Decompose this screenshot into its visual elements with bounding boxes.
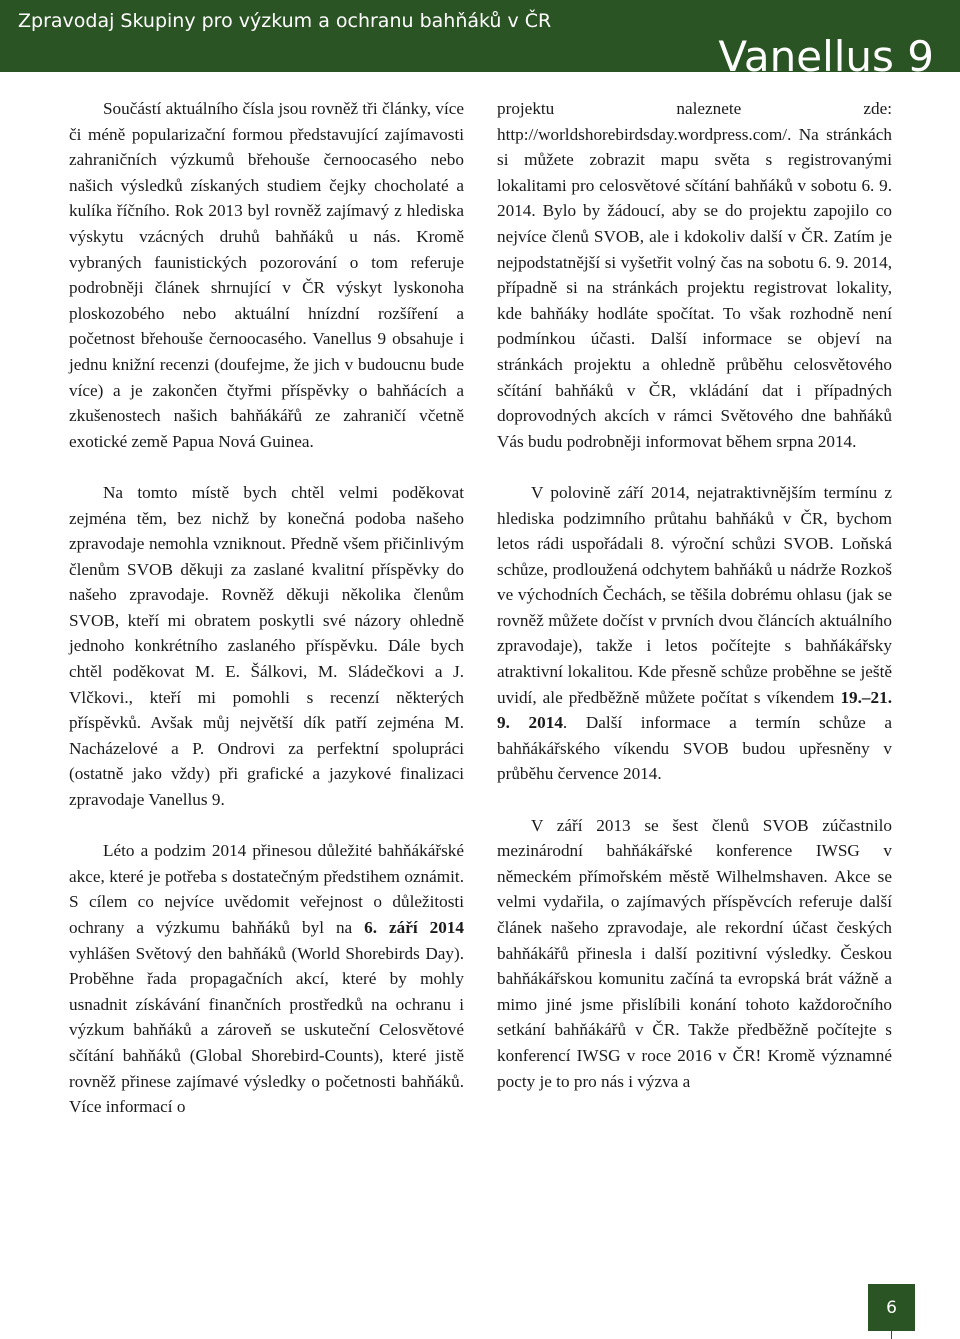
left-column xyxy=(69,96,464,1145)
page-number-badge xyxy=(868,1284,915,1331)
right-column xyxy=(497,96,892,1120)
paragraph-summer-events xyxy=(69,838,464,1120)
project-link[interactable]: http://worldshorebirdsday.wordpress.com/ xyxy=(497,124,788,144)
meeting-date-bold: 19.–21. 9. 2014 xyxy=(497,687,892,733)
page-number: 6 xyxy=(886,1297,897,1318)
paragraph-project-info xyxy=(497,96,892,454)
text-span: . Na stránkách si můžete zobrazit mapu světa s registrovanými lokalitami pro celosvětové sčítání bahňáků v sobotu 6. 9. 2014. Bylo by žádoucí, aby se do projektu zapojilo co nejvíce členů SVOB, ale i kdokoliv další v ČR. Zatím je nejpodstatnější si vyšetřit volný čas na sobotu 6. 9. 2014, případně si na stránkách projektu registrovat lokality, kde bahňáky hodláte spočítat. To však rozhodně není podmínkou účasti. Další informace se objeví na stránkách projektu a ohledně průběhu celosvětového sčítání bahňáků v ČR, vkládání dat i případných doprovodných akcích v rámci Světového dne bahňáků Vás budu podrobněji informovat během srpna 2014. xyxy=(497,124,892,451)
newsletter-title: Zpravodaj Skupiny pro výzkum a ochranu bahňáků v ČR xyxy=(18,10,552,32)
paragraph-annual-meeting xyxy=(497,480,892,787)
page-number-tick xyxy=(891,1331,892,1339)
text-span: . Další informace a termín schůze a bahňákářského víkendu SVOB budou upřesněny v průběhu července 2014. xyxy=(497,713,892,784)
text-span: projektu naleznete zde: xyxy=(497,99,892,118)
paragraph-issue-contents: Součástí aktuálního čísla jsou rovněž tři články, více či méně popularizační formou představující zajímavosti zahraničních výzkumů břehouše černoocasého nebo našich výsledků získaných studiem čejky chocholaté a kulíka říčního. Rok 2013 byl rovněž zajímavý z hlediska výskytu vzácných druhů bahňáků u nás. Kromě vybraných faunistických pozorování o tom referuje podrobněji článek shrnující v ČR výskyt lyskonoha ploskozobého nebo aktuální hnízdní rozšíření a početnost břehouše černoocasého. Vanellus 9 obsahuje i jednu knižní recenzi (doufejme, že jich v budoucnu bude více) a je zakončen čtyřmi příspěvky o bahňácích a zkušenostech našich bahňákářů ze zahraničí včetně exotické země Papua Nová Guinea. xyxy=(69,99,464,451)
paragraph-acknowledgements: Na tomto místě bych chtěl velmi poděkovat zejména těm, bez nichž by konečná podoba našeho zpravodaje nemohla vzniknout. Předně všem přičinlivým členům SVOB děkuji za zaslané kvalitní příspěvky do našeho zpravodaje. Rovněž děkuji několika členům SVOB, kteří mi obratem poskytli své názory ohledně jednoho konkrétního zaslaného příspěvku. Dále bych chtěl poděkovat M. E. Šálkovi, M. Sládečkovi a J. Vlčkovi., kteří mi pomohli s recenzí některých příspěvků. Avšak můj největší dík patří zejména M. Nacházelové a P. Ondrovi za perfektní spolupráci (ostatně jako vždy) při grafické a jazykové finalizaci zpravodaje Vanellus 9. xyxy=(69,482,464,810)
text-span: Léto a podzim 2014 přinesou důležité bahňákářské akce, které je potřeba s dostatečným předstihem oznámit. S cílem co nejvíce uvědomit veřejnost o důležitosti ochrany a výzkumu bahňáků byl na xyxy=(69,841,464,937)
text-span: V polovině září 2014, nejatraktivnějším termínu z hlediska podzimního průtahu bahňáků v ČR, bychom letos rádi uspořádali 8. výroční schůzi SVOB. Loňská schůze, prodloužená odchytem bahňáků u nádrže Rozkoš ve východních Čechách, se těšila dobrému ohlasu (jak se rovněž můžete dočíst v prvních dvou článcích aktuálního zpravodaje), takže i letos počítejte s bahňákářsky atraktivní lokalitou. Kde přesně schůze proběhne se ještě uvidí, ale předběžně můžete počítat s víkendem xyxy=(497,482,892,707)
page-header xyxy=(0,0,960,72)
date-bold: 6. září 2014 xyxy=(364,918,464,937)
issue-title: Vanellus 9 xyxy=(718,32,934,72)
text-span: vyhlášen Světový den bahňáků (World Shorebirds Day). Proběhne řada propagačních akcí, které by mohly usnadnit získávání finančních prostředků na ochranu i výzkum bahňáků a zároveň se uskuteční Celosvětové sčítání bahňáků (Global Shorebird-Counts), které jistě rovněž přinese zajímavé výsledky o početnosti bahňáků. Více informací o xyxy=(69,943,464,1117)
paragraph-iwsg-conference: V září 2013 se šest členů SVOB zúčastnilo mezinárodní bahňákářské konference IWSG v německém přímořském městě Wilhelmshaven. Akce se velmi vydařila, o zajímavých příspěvcích referuje další článek našeho zpravodaje, ale rekordní účast českých bahňákářů přinesla i další pozitivní výsledky. Českou bahňákářskou komunitu začíná ta evropská brát vážně a mimo jiné jsme přislíbili konání tohoto každoročního setkání bahňákářů v ČR. Takže předběžně počítejte s konferencí IWSG v roce 2016 v ČR! Kromě významné pocty je to pro nás i výzva a xyxy=(497,815,892,1091)
